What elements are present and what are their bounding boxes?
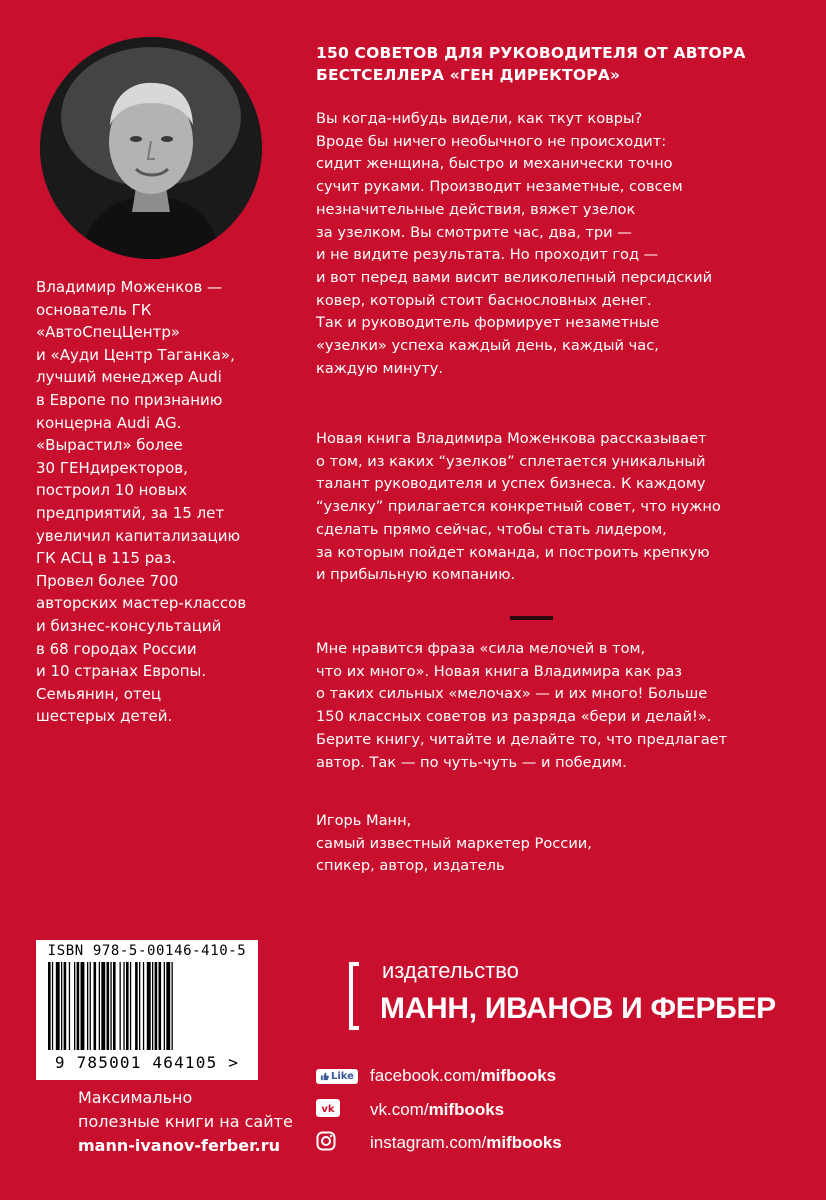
vk-prefix: vk.com/ <box>370 1100 429 1119</box>
quote-line: Мне нравится фраза «сила мелочей в том, <box>316 640 646 657</box>
barcode-bar <box>123 962 124 1050</box>
bio-line: в Европе по признанию <box>36 390 223 409</box>
barcode-digits: 9 785001 464105 > <box>54 1053 240 1072</box>
instagram-prefix: instagram.com/ <box>370 1133 487 1152</box>
barcode-bar <box>77 962 80 1050</box>
barcode-bar <box>107 962 110 1050</box>
publisher-name: МАНН, ИВАНОВ И ФЕРБЕР <box>380 992 776 1025</box>
intro-line: сучит руками. Производит незаметные, совсем <box>316 178 683 196</box>
barcode-bar <box>48 962 51 1050</box>
barcode-bar <box>90 962 91 1050</box>
bio-line: увеличил капитализацию <box>36 526 241 545</box>
attribution-line: спикер, автор, издатель <box>316 857 505 875</box>
facebook-link[interactable] <box>316 1063 716 1089</box>
headline <box>316 42 796 86</box>
bio-line: и бизнес-консультаций <box>36 616 222 635</box>
intro-line: за узелком. Вы смотрите час, два, три — <box>316 223 632 241</box>
barcode-bar <box>52 962 53 1050</box>
headline-line: 150 СОВЕТОВ ДЛЯ РУКОВОДИТЕЛЯ ОТ АВТОРА <box>316 44 746 62</box>
intro-line: Вы когда-нибудь видели, как ткут ковры? <box>316 110 643 127</box>
barcode-bar <box>87 962 88 1050</box>
barcode-bars <box>46 962 248 1052</box>
about-line: о том, из каких “узелков” сплетается уникальный <box>316 452 706 470</box>
intro-line: незначительные действия, вяжет узелок <box>316 200 636 218</box>
barcode-bar <box>172 962 173 1050</box>
quote-line: 150 классных советов из разряда «бери и делай!». <box>316 708 712 726</box>
about-line: сделать прямо сейчас, чтобы стать лидером, <box>316 520 667 538</box>
intro-line: Так и руководитель формирует незаметные <box>316 314 660 332</box>
quote-line: Берите книгу, читайте и делайте то, что предлагает <box>316 730 728 748</box>
barcode-bar <box>155 962 158 1050</box>
bio-line: и 10 странах Европы. <box>36 662 207 681</box>
bio-line: построил 10 новых <box>36 481 188 500</box>
bio-line: шестерых детей. <box>36 707 173 726</box>
intro-line: и не видите результата. Но проходит год — <box>316 246 659 264</box>
barcode-bar <box>135 962 138 1050</box>
quote-line: автор. Так — по чуть-чуть — и победим. <box>316 753 627 771</box>
tagline-line: Максимально <box>78 1088 193 1107</box>
barcode-bar <box>139 962 140 1050</box>
bio-line: ГК АСЦ в 115 раз. <box>36 549 177 568</box>
quote-paragraph <box>316 638 816 774</box>
bio-line: Владимир Моженков — <box>36 278 223 296</box>
barcode-bar <box>56 962 60 1050</box>
barcode-bar <box>152 962 153 1050</box>
bio-line: основатель ГК <box>36 300 152 319</box>
attribution-line: Игорь Манн, <box>316 812 412 829</box>
tagline-line: полезные книги на сайте <box>78 1112 293 1131</box>
author-bio <box>36 276 276 728</box>
instagram-icon <box>316 1131 336 1155</box>
bio-line: Провел более 700 <box>36 571 179 590</box>
headline-line: БЕСТСЕЛЛЕРА «ГЕН ДИРЕКТОРА» <box>316 66 621 84</box>
barcode-bar <box>74 962 75 1050</box>
publisher-bracket <box>347 960 361 1032</box>
barcode-bar <box>94 962 97 1050</box>
facebook-handle: mifbooks <box>480 1066 557 1085</box>
barcode-bar <box>99 962 100 1050</box>
barcode-bar <box>120 962 121 1050</box>
author-photo <box>40 37 262 259</box>
bio-line: и «Ауди Центр Таганка», <box>36 345 235 364</box>
isbn-text: ISBN 978-5-00146-410-5 <box>47 943 247 959</box>
barcode-bar <box>110 962 111 1050</box>
instagram-link[interactable] <box>316 1130 716 1156</box>
quote-line: о таких сильных «мелочах» — и их много! Больше <box>316 685 708 703</box>
section-divider <box>510 616 553 620</box>
about-line: и прибыльную компанию. <box>316 566 516 584</box>
about-line: “узелку” прилагается конкретный совет, что нужно <box>316 498 721 516</box>
bio-line: лучший менеджер Audi <box>36 368 222 387</box>
isbn-barcode <box>36 940 258 1080</box>
website-tagline <box>78 1086 338 1158</box>
barcode-bar <box>101 962 105 1050</box>
barcode-bar <box>166 962 170 1050</box>
like-label: Like <box>331 1070 354 1082</box>
barcode-bar <box>143 962 144 1050</box>
vk-handle: mifbooks <box>428 1100 505 1119</box>
author-portrait-image <box>40 37 262 259</box>
instagram-handle: mifbooks <box>486 1133 562 1152</box>
about-book-paragraph <box>316 428 816 587</box>
publisher-label: издательство <box>382 958 519 983</box>
about-line: талант руководителя и успех бизнеса. К каждому <box>316 475 706 493</box>
barcode-bar <box>147 962 151 1050</box>
intro-line: «узелки» успеха каждый день, каждый час, <box>316 337 659 355</box>
facebook-prefix: facebook.com/ <box>370 1066 481 1085</box>
bio-line: 30 ГЕНдиректоров, <box>36 458 188 477</box>
barcode-bar <box>61 962 62 1050</box>
vk-icon <box>316 1099 340 1121</box>
barcode-bar <box>159 962 162 1050</box>
bio-line: Семьянин, отец <box>36 684 162 703</box>
about-line: Новая книга Владимира Моженкова рассказывает <box>316 430 707 447</box>
bio-line: «АвтоСпецЦентр» <box>36 323 181 342</box>
bio-line: концерна Audi AG. <box>36 413 182 432</box>
intro-line: Вроде бы ничего необычного не происходит: <box>316 132 667 150</box>
bio-line: в 68 городах России <box>36 639 197 658</box>
barcode-bar <box>164 962 165 1050</box>
barcode-bar <box>69 962 70 1050</box>
barcode-bar <box>113 962 116 1050</box>
about-line: за которым пойдет команда, и построить крепкую <box>316 543 710 561</box>
bio-line: «Вырастил» более <box>36 436 183 455</box>
barcode-bar <box>126 962 129 1050</box>
barcode-bar <box>64 962 67 1050</box>
intro-line: ковер, который стоит баснословных денег. <box>316 291 652 309</box>
barcode-bar <box>130 962 131 1050</box>
like-icon <box>316 1069 358 1084</box>
intro-line: сидит женщина, быстро и механически точно <box>316 155 673 173</box>
quote-line: что их много». Новая книга Владимира как раз <box>316 662 683 680</box>
intro-line: каждую минуту. <box>316 359 444 377</box>
bio-line: предприятий, за 15 лет <box>36 503 225 522</box>
barcode-bar <box>81 962 85 1050</box>
quote-attribution <box>316 810 816 878</box>
intro-paragraph <box>316 108 816 380</box>
website-link[interactable]: mann-ivanov-ferber.ru <box>78 1136 281 1155</box>
bio-line: авторских мастер-классов <box>36 594 247 613</box>
vk-link[interactable] <box>316 1097 716 1123</box>
attribution-line: самый известный маркетер России, <box>316 834 592 852</box>
svg-text:vk: vk <box>321 1104 335 1115</box>
intro-line: и вот перед вами висит великолепный персидский <box>316 268 713 286</box>
